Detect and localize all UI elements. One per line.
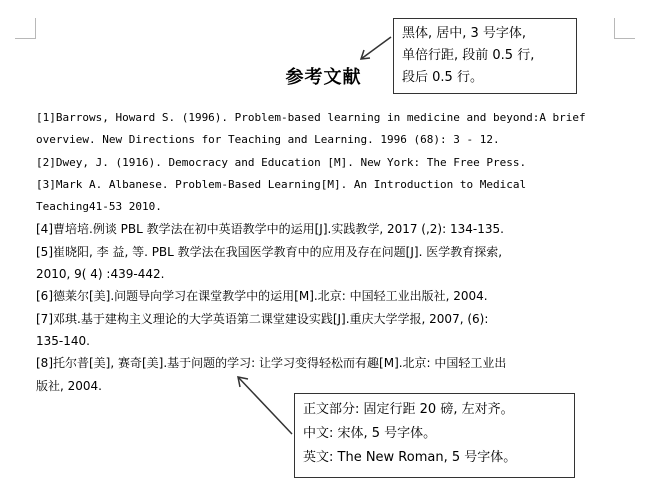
- callout-line: 单倍行距, 段前 0.5 行,: [402, 48, 535, 63]
- title-note-arrow: [361, 37, 391, 59]
- reference-line: [1]Barrows, Howard S. (1996). Problem-based learning in medicine and beyond:A brief: [36, 111, 586, 124]
- reference-line: 版社, 2004.: [36, 378, 102, 393]
- reference-line: [2]Dwey, J. (1916). Democracy and Education [M]. New York: The Free Press.: [36, 155, 527, 169]
- reference-line: [4]曹培培.例谈 PBL 教学法在初中英语教学中的运用[J].实践教学, 2017 (,2): 134-135.: [36, 222, 504, 237]
- callout-line: 段后 0.5 行。: [402, 70, 483, 85]
- page-title: 参考文献: [285, 67, 362, 88]
- reference-line: [3]Mark A. Albanese. Problem-Based Learning[M]. An Introduction to Medical: [36, 177, 527, 191]
- reference-line: Teaching41-53 2010.: [36, 200, 162, 214]
- body-format-callout: [294, 393, 575, 478]
- reference-line: [8]托尔普[美], 赛奇[美].基于问题的学习: 让学习变得轻松而有趣[M].北京: 中国轻工业出: [36, 356, 507, 371]
- callout-line: 英文: The New Roman, 5 号字体。: [303, 450, 517, 465]
- callout-line: 黑体, 居中, 3 号字体,: [402, 26, 527, 41]
- callout-line: 中文: 宋体, 5 号字体。: [303, 426, 437, 441]
- callout-line: 正文部分: 固定行距 20 磅, 左对齐。: [303, 402, 514, 417]
- reference-line: [5]崔晓阳, 李 益, 等. PBL 教学法在我国医学教育中的应用及存在问题[J]. 医学教育探索,: [36, 244, 503, 259]
- title-format-callout: [393, 18, 577, 94]
- reference-line: overview. New Directions for Teaching and Learning. 1996 (68): 3 - 12.: [36, 133, 500, 147]
- reference-line: [6]德莱尔[美].问题导向学习在课堂教学中的运用[M].北京: 中国轻工业出版社, 2004.: [36, 289, 488, 304]
- reference-line: [7]邓琪.基于建构主义理论的大学英语第二课堂建设实践[J].重庆大学学报, 2007, (6):: [36, 311, 489, 326]
- reference-line: 135-140.: [36, 333, 90, 348]
- reference-line: 2010, 9( 4) :439-442.: [36, 267, 165, 282]
- body-note-arrow: [238, 377, 292, 434]
